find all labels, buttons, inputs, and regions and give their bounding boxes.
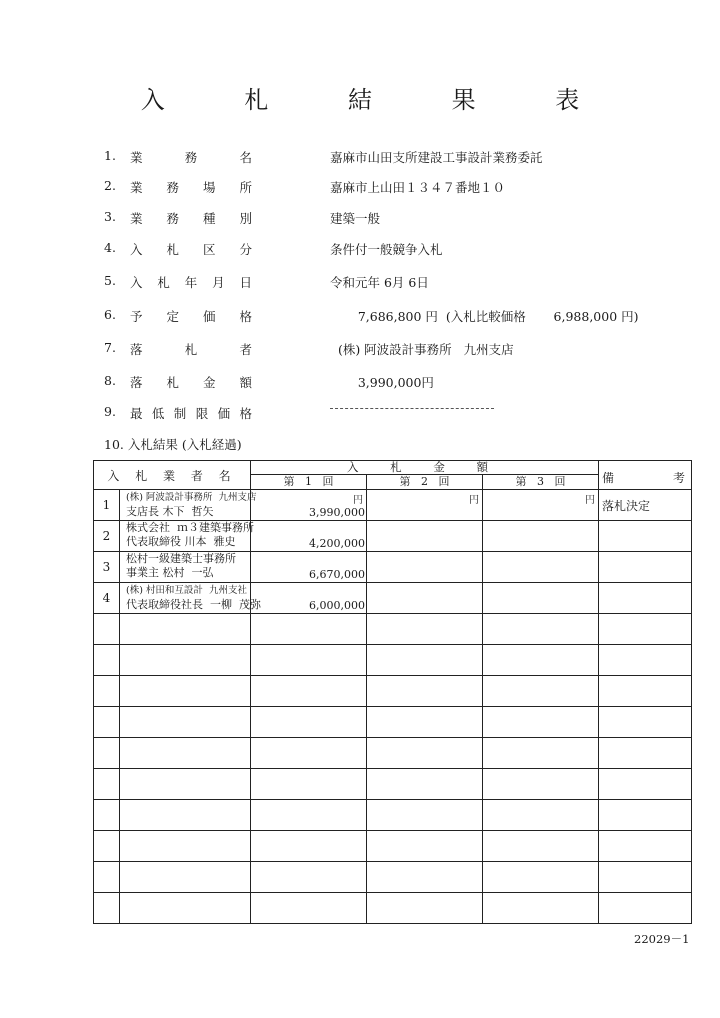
header-bid-amount: 入 札 金 額: [251, 461, 599, 475]
bid-amount: 3,990,000: [309, 506, 366, 519]
header-bidder-name: 入 札 業 者 名: [94, 461, 251, 490]
round-3-amount-cell: [483, 521, 599, 552]
round-2-amount-cell: [367, 552, 483, 583]
info-value: 7,686,800 円 (入札比較価格 6,988,000 円): [330, 309, 639, 324]
info-row-business-type: [0, 209, 720, 229]
round-2-amount-cell: [367, 490, 483, 521]
round-3-amount-cell: [483, 490, 599, 521]
row-number: 1: [94, 490, 120, 521]
yen-unit: 円: [585, 495, 596, 506]
empty-row: [94, 800, 692, 831]
round-1-amount-cell: [251, 521, 367, 552]
empty-row: [94, 676, 692, 707]
info-row-business-name: [0, 148, 720, 168]
info-label: 業務場所: [130, 180, 252, 195]
info-value: 嘉麻市山田支所建設工事設計業務委託: [330, 150, 543, 165]
info-label: 予定価格: [130, 309, 252, 324]
info-label: 入札区分: [130, 242, 252, 257]
info-row-winning-amount: [0, 373, 720, 393]
empty-row: [94, 614, 692, 645]
bid-results-table: [93, 460, 692, 924]
empty-row: [94, 738, 692, 769]
table-row: [94, 521, 692, 552]
bidder-company: (株) 阿波設計事務所 九州支店: [126, 492, 257, 503]
info-value: 令和元年 6月 6日: [330, 275, 429, 290]
minimum-price-dashed-line: [330, 408, 494, 409]
round-2-amount-cell: [367, 583, 483, 614]
bidder-cell: [120, 490, 257, 521]
remarks-cell: 落札決定: [599, 490, 692, 521]
info-row-business-location: [0, 178, 720, 198]
round-2-amount-cell: [367, 521, 483, 552]
row-number: 2: [94, 521, 120, 552]
round-1-amount-cell: [251, 552, 367, 583]
header-round-1: 第 1 回: [251, 475, 367, 490]
info-row-planned-price: [0, 307, 720, 327]
info-value: 建築一般: [330, 211, 381, 226]
info-label: 業務名: [130, 150, 252, 165]
round-1-amount-cell: [251, 490, 367, 521]
empty-row: [94, 707, 692, 738]
empty-row: [94, 862, 692, 893]
yen-unit: 円: [469, 495, 480, 506]
table-row: [94, 552, 692, 583]
round-3-amount-cell: [483, 552, 599, 583]
round-3-amount-cell: [483, 583, 599, 614]
empty-row: [94, 831, 692, 862]
bidder-company: 松村一級建築士事務所: [126, 552, 236, 565]
bid-amount: 6,670,000: [309, 568, 366, 581]
info-label: 落札者: [130, 342, 252, 357]
bidder-company: 株式会社 ｍ３建築事務所: [126, 521, 254, 534]
header-remarks-char-2: 考: [673, 471, 686, 485]
empty-row: [94, 769, 692, 800]
bidder-representative: 代表取締役 川本 雅史: [126, 535, 236, 548]
page-title: 入 札 結 果 表: [140, 86, 616, 114]
info-number: 5.: [104, 273, 116, 288]
remarks-cell: [599, 521, 692, 552]
bidder-company: (株) 村田和互設計 九州支社: [126, 585, 247, 596]
bid-amount: 6,000,000: [309, 599, 366, 612]
info-row-bid-date: [0, 273, 720, 293]
yen-unit: 円: [353, 495, 364, 506]
info-number: 7.: [104, 340, 116, 355]
info-number: 3.: [104, 209, 116, 224]
info-number: 2.: [104, 178, 116, 193]
header-round-3: 第 3 回: [483, 475, 599, 490]
info-label: 最低制限価格: [130, 406, 252, 421]
page-number: 22029－1: [634, 932, 690, 946]
bidder-representative: 代表取締役社長 一柳 茂弥: [126, 598, 261, 611]
info-label: 入札年月日: [130, 275, 252, 290]
round-1-amount-cell: [251, 583, 367, 614]
header-round-2: 第 2 回: [367, 475, 483, 490]
info-label: 落札金額: [130, 375, 252, 390]
bidder-cell: [120, 521, 254, 552]
info-value: 嘉麻市上山田１３４７番地１０: [330, 180, 506, 195]
row-number: 3: [94, 552, 120, 583]
info-number: 9.: [104, 404, 116, 419]
info-value: 3,990,000円: [330, 375, 434, 390]
empty-row: [94, 893, 692, 924]
header-remarks-char-1: 備: [602, 471, 615, 485]
info-row-winner: [0, 340, 720, 360]
bidder-representative: 事業主 松村 一弘: [126, 566, 214, 579]
header-remarks: [599, 461, 692, 490]
row-number: 4: [94, 583, 120, 614]
table-row: [94, 490, 692, 521]
remarks-cell: [599, 552, 692, 583]
table-row: [94, 583, 692, 614]
remarks-cell: [599, 583, 692, 614]
info-row-bid-category: [0, 240, 720, 260]
info-value: 条件付一般競争入札: [330, 242, 443, 257]
info-number: 8.: [104, 373, 116, 388]
info-label: 業務種別: [130, 211, 252, 226]
info-row-minimum-price: [0, 404, 720, 424]
empty-row: [94, 645, 692, 676]
section-bid-results-heading: 10. 入札結果 (入札経過): [104, 437, 242, 452]
bidder-cell: [120, 552, 251, 583]
info-number: 1.: [104, 148, 116, 163]
bidder-representative: 支店長 木下 哲矢: [126, 505, 214, 518]
bidder-cell: [120, 583, 261, 614]
info-number: 6.: [104, 307, 116, 322]
bid-amount: 4,200,000: [309, 537, 366, 550]
info-number: 4.: [104, 240, 116, 255]
table-header-row: [94, 461, 692, 475]
info-value: (株) 阿波設計事務所 九州支店: [330, 342, 514, 357]
